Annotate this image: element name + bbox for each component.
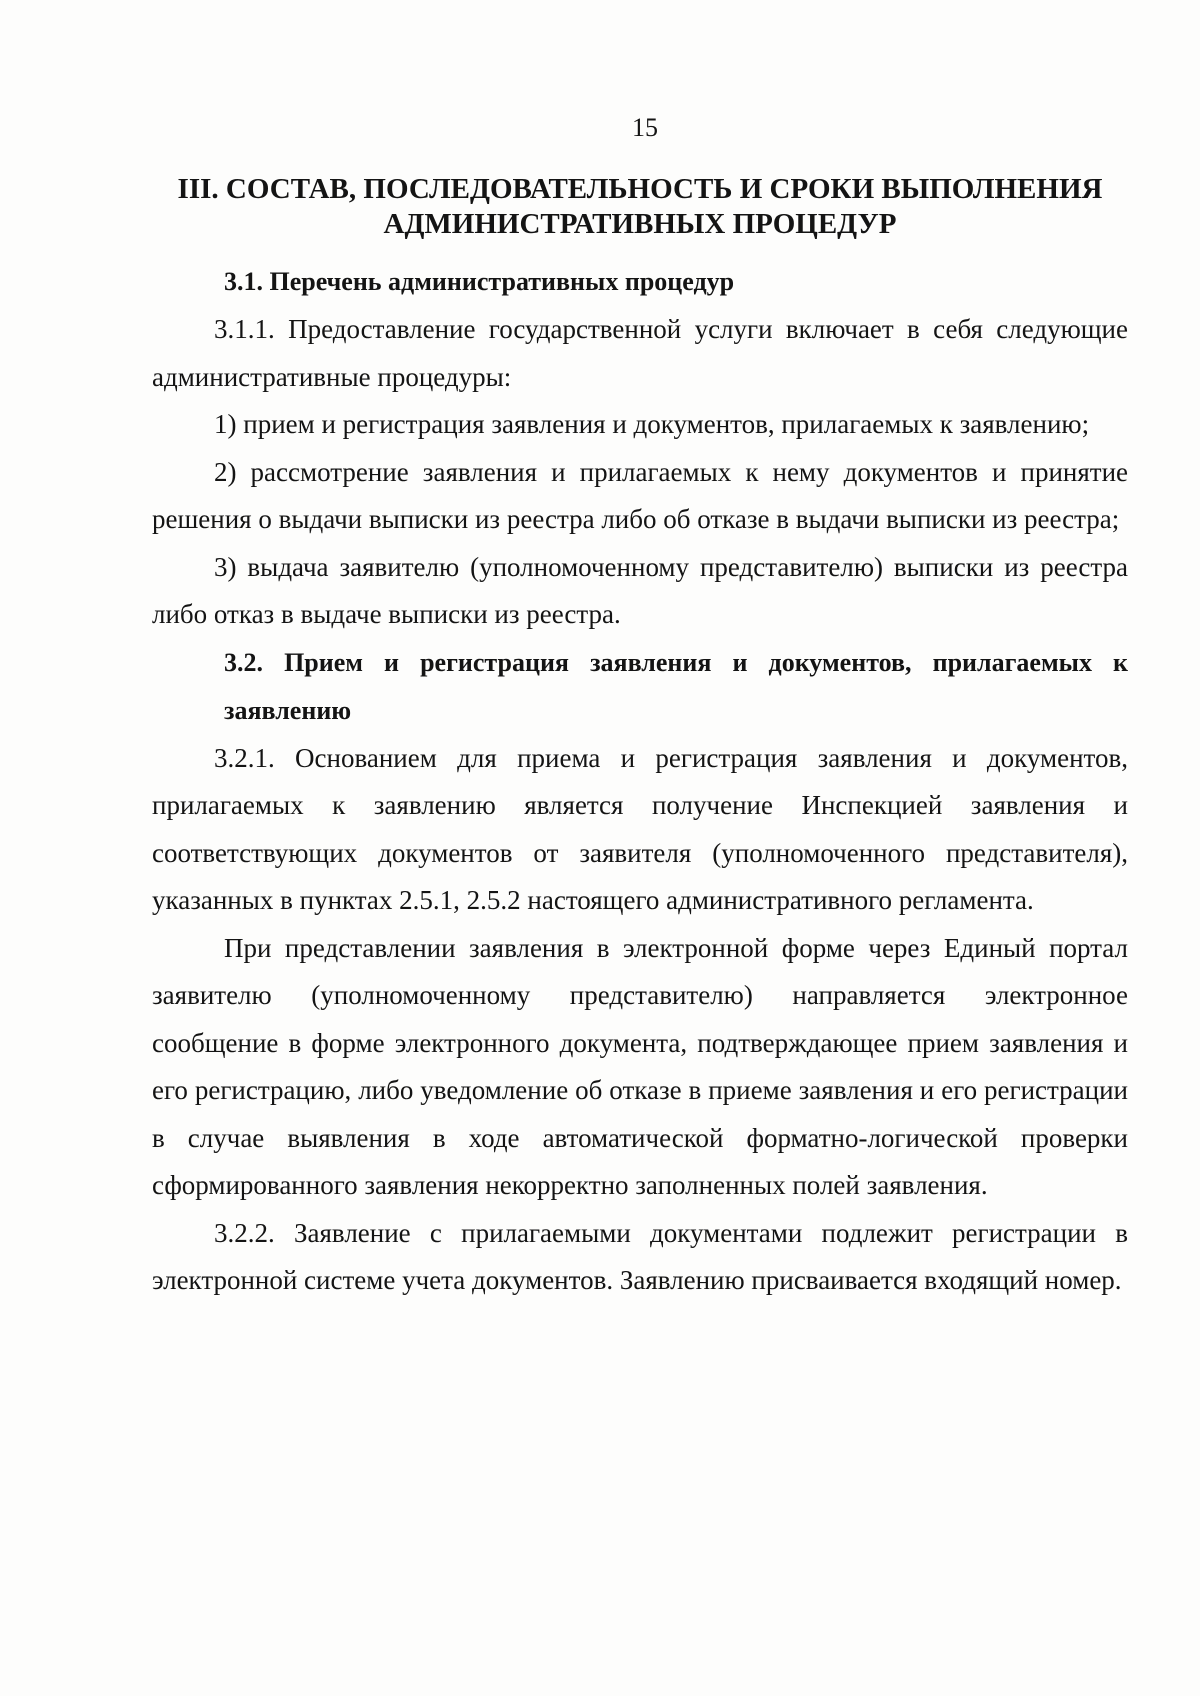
list-item-2: 2) рассмотрение заявления и прилагаемых к нему документов и принятие решения о выдачи выписки из реестра либо об отказе в выдачи выписки из реестра; xyxy=(152,456,1128,534)
section-3-1-title: 3.1. Перечень административных процедур xyxy=(224,267,735,296)
chapter-heading xyxy=(152,172,1128,242)
paragraph-3-2-1: 3.2.1. Основанием для приема и регистрация заявления и документов, прилагаемых к заявлению является получение Инспекцией заявления и соответствующих документов от заявителя (уполномоченного представителя), указанных в пунктах 2.5.1, 2.5.2 настоящего административного регламента. xyxy=(152,742,1128,915)
list-item-1: 1) прием и регистрация заявления и документов, прилагаемых к заявлению; xyxy=(214,409,1090,439)
list-item-3: 3) выдача заявителю (уполномоченному представителю) выписки из реестра либо отказ в выдаче выписки из реестра. xyxy=(152,551,1128,629)
document-body xyxy=(152,172,1128,1305)
paragraph-3-2-2: 3.2.2. Заявление с прилагаемыми документами подлежит регистрации в электронной системе учета документов. Заявлению присваивается входящий номер. xyxy=(152,1217,1128,1295)
chapter-heading-line1: III. СОСТАВ, ПОСЛЕДОВАТЕЛЬНОСТЬ И СРОКИ ВЫПОЛНЕНИЯ xyxy=(177,173,1103,205)
page-number: 15 xyxy=(632,113,658,142)
chapter-heading-line2: АДМИНИСТРАТИВНЫХ ПРОЦЕДУР xyxy=(383,208,897,240)
paragraph-3-1-1: 3.1.1. Предоставление государственной услуги включает в себя следующие административные процедуры: xyxy=(152,314,1128,392)
section-3-2-title: 3.2. Прием и регистрация заявления и документов, прилагаемых к заявлению xyxy=(224,647,1128,725)
paragraph-electronic-form: При представлении заявления в электронной форме через Единый портал заявителю (уполномоченному представителю) направляется электронное сообщение в форме электронного документа, подтверждающее прием заявления и его регистрацию, либо уведомление об отказе в приеме заявления и его регистрации в случае выявления в ходе автоматической форматно-логической проверки сформированного заявления некорректно заполненных полей заявления. xyxy=(152,932,1128,1200)
